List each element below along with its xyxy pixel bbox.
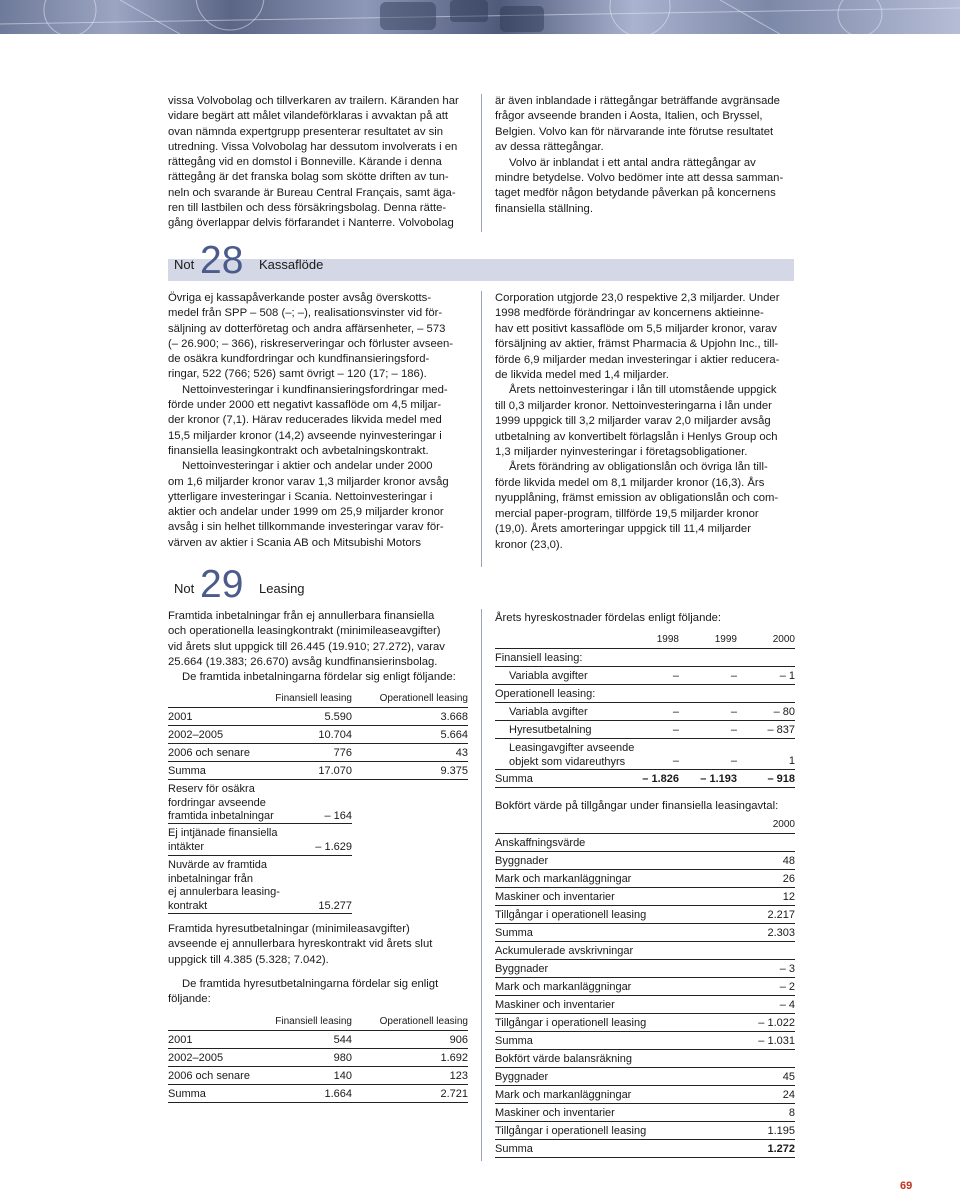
- text-line: rättegång är det franska bolag som skötte driften av tun-: [168, 171, 449, 184]
- row-label: [168, 859, 280, 913]
- label-line: Nuvärde av framtida: [168, 859, 268, 871]
- text-line: 1998 medförde förändringar av koncernens aktieinne-: [495, 307, 764, 320]
- table-row: [495, 852, 795, 870]
- text-line: utredning. Vissa Volvobolag har dessutom involverats i en: [168, 140, 458, 153]
- text-line: förde under 2000 ett negativt kassaflöde om 4,5 miljar-: [168, 399, 442, 412]
- note-28-left-column: [168, 291, 453, 551]
- cell-2000: 1: [788, 755, 795, 767]
- rental-costs-table: [495, 631, 795, 788]
- header-banner-image: [0, 0, 960, 34]
- row-label: Tillgångar i operationell leasing: [495, 909, 647, 921]
- note-29-heading: [168, 563, 468, 606]
- note-title: Kassaflöde: [259, 257, 324, 272]
- cell-value: 45: [782, 1071, 795, 1083]
- cell-value: 2.303: [767, 927, 795, 939]
- cell-operational: 906: [449, 1034, 468, 1046]
- table-row: [495, 1068, 795, 1086]
- text-line: (– 26.900; – 366), riskreserveringar och förluster avseen-: [168, 337, 454, 350]
- text-line: ren till lastbilen och dess försäkringsbolag. Denna rätte-: [168, 202, 447, 215]
- table-row: [495, 667, 795, 685]
- table-row: [495, 924, 795, 942]
- cell-operational: 43: [455, 747, 468, 759]
- cell-2000: – 837: [767, 724, 795, 736]
- rent-paragraph: [168, 922, 438, 1007]
- text-line: om 1,6 miljarder kronor varav 1,3 miljarder kronor avsåg: [168, 475, 449, 488]
- row-label: Summa: [168, 765, 206, 777]
- row-label: 2002–2005: [168, 729, 224, 741]
- table-row: [168, 1049, 468, 1067]
- table-row: [495, 888, 795, 906]
- cell-operational: 1.692: [440, 1052, 468, 1064]
- table-row: [495, 906, 795, 924]
- column-header: 2000: [772, 634, 795, 645]
- label-line: Reserv för osäkra: [168, 783, 255, 795]
- row-label: 2006 och senare: [168, 747, 250, 759]
- note-prefix: Not: [174, 257, 195, 272]
- row-label: Summa: [495, 773, 533, 785]
- text-line: Volvo är inblandat i ett antal andra rättegångar av: [509, 156, 756, 169]
- rental-costs-title: [495, 611, 721, 626]
- text-line: 25.664 (19.383; 26.670) avsåg kundfinansierinsbolag.: [168, 655, 438, 668]
- cell-financial: 544: [333, 1034, 352, 1046]
- table-row: [495, 739, 795, 770]
- column-header: Operationell leasing: [379, 693, 468, 704]
- row-label: Ackumulerade avskrivningar: [495, 945, 634, 957]
- table-row: [495, 1104, 795, 1122]
- cell-1998: –: [672, 706, 679, 718]
- table-row: [495, 1122, 795, 1140]
- table-row: [495, 960, 795, 978]
- table-row: [168, 780, 352, 824]
- table-row: [168, 726, 468, 744]
- cell-value: 12: [782, 891, 795, 903]
- cell-1998: –: [672, 724, 679, 736]
- text-line: kronor (23,0).: [495, 538, 563, 551]
- cell-1999: –: [730, 755, 737, 767]
- text-line: utbetalning av konvertibelt förlagslån i Henlys Group och: [495, 430, 778, 443]
- row-label: [509, 742, 634, 769]
- text-line: aktier och andelar under 1999 om 25,9 miljarder kronor: [168, 506, 444, 519]
- table-header-row: [168, 1013, 468, 1031]
- column-header: 2000: [772, 819, 795, 830]
- table-row: [495, 721, 795, 739]
- label-line: fordringar avseende: [168, 796, 266, 809]
- text-line: Framtida inbetalningar från ej annullerbara finansiella: [168, 610, 435, 622]
- row-label: 2001: [168, 1034, 193, 1046]
- text-line: 1,3 miljarder nyinvesteringar i företagsobligationer.: [495, 446, 748, 459]
- column-divider: [481, 291, 482, 567]
- banner-decoration: [0, 0, 960, 34]
- row-label: Variabla avgifter: [509, 670, 588, 682]
- table-row: [168, 1067, 468, 1085]
- cell-value: 8: [788, 1107, 795, 1119]
- table-row: [168, 856, 352, 914]
- table-row: [495, 649, 795, 667]
- cell-financial: – 164: [324, 810, 352, 822]
- cell-value: 24: [782, 1089, 795, 1101]
- row-label: 2001: [168, 711, 193, 723]
- text-line: Årets hyreskostnader fördelas enligt följande:: [495, 612, 722, 624]
- cell-operational: 3.668: [440, 711, 468, 723]
- text-line: vid årets slut uppgick till 26.445 (19.910; 27.272), varav: [168, 640, 445, 653]
- row-label: 2006 och senare: [168, 1070, 250, 1082]
- text-line: förde 6,9 miljarder medan investeringar i aktier reducera-: [495, 353, 780, 366]
- table-row: [495, 1050, 795, 1068]
- text-line: mercial paper-program, tillförde 19,5 miljarder kronor: [495, 507, 759, 520]
- text-line: vissa Volvobolag och tillverkaren av trailern. Käranden har: [168, 95, 459, 107]
- intro-left-column: [168, 94, 459, 232]
- cell-financial: 1.664: [324, 1088, 352, 1100]
- table-header-row: [495, 816, 795, 834]
- text-line: Övriga ej kassapåverkande poster avsåg överskotts-: [168, 292, 432, 304]
- cell-value: – 4: [779, 999, 795, 1011]
- text-line: der kronor (7,1). Härav reducerades likvida medel med: [168, 414, 442, 427]
- text-line: Bokfört värde på tillgångar under finansiella leasingavtal:: [495, 800, 779, 812]
- cell-operational: 9.375: [440, 765, 468, 777]
- row-label: Mark och markanläggningar: [495, 873, 632, 885]
- row-label: Operationell leasing:: [495, 688, 596, 700]
- column-divider: [481, 94, 482, 232]
- intro-right-column: [495, 94, 783, 217]
- table-row: [495, 996, 795, 1014]
- text-line: värven av aktier i Scania AB och Mitsubishi Motors: [168, 536, 422, 549]
- row-label: Maskiner och inventarier: [495, 1107, 615, 1119]
- label-line: intäkter: [168, 840, 205, 853]
- row-label: Tillgångar i operationell leasing: [495, 1125, 647, 1137]
- text-line: säljning av dotterföretag och andra affärsenheter, – 573: [168, 322, 446, 335]
- text-line: av dessa rättegångar.: [495, 141, 604, 154]
- text-line: avseende ej annullerbara hyreskontrakt vid årets slut: [168, 938, 433, 951]
- cell-value: – 1.031: [758, 1035, 795, 1047]
- cell-value: – 1.022: [758, 1017, 795, 1029]
- text-line: mindre betydelse. Volvo bedömer inte att dessa samman-: [495, 172, 784, 185]
- table-row: [495, 1032, 795, 1050]
- row-label: Hyresutbetalning: [509, 724, 592, 736]
- text-line: finansiella leasingkontrakt och avbetalningskontrakt.: [168, 444, 429, 457]
- receipts-table: [168, 690, 468, 914]
- cell-1999: –: [730, 724, 737, 736]
- row-label: Mark och markanläggningar: [495, 981, 632, 993]
- row-label: Variabla avgifter: [509, 706, 588, 718]
- label-line: inbetalningar från: [168, 872, 254, 885]
- column-header: 1999: [714, 634, 737, 645]
- cell-1999: –: [730, 670, 737, 682]
- table-row: [495, 1140, 795, 1158]
- cell-2000: – 1: [779, 670, 795, 682]
- row-label: Bokfört värde balansräkning: [495, 1053, 632, 1065]
- cell-value: 1.272: [767, 1143, 795, 1155]
- row-label: Maskiner och inventarier: [495, 999, 615, 1011]
- text-line: Corporation utgjorde 23,0 respektive 2,3 miljarder. Under: [495, 292, 780, 304]
- cell-financial: 980: [333, 1052, 352, 1064]
- text-line: taget medför någon betydande påverkan på koncernens: [495, 187, 776, 200]
- table-row: [168, 824, 352, 856]
- text-line: De framtida hyresutbetalningarna fördelar sig enligt: [182, 977, 439, 990]
- row-label: Summa: [168, 1088, 206, 1100]
- cell-value: 2.217: [767, 909, 795, 921]
- note-28-heading: [168, 239, 468, 282]
- note-number: 28: [200, 239, 244, 282]
- table-row: [495, 1014, 795, 1032]
- cell-2000: – 80: [773, 706, 795, 718]
- text-line: 15,5 miljarder kronor (14,2) avseende nyinvesteringar i: [168, 429, 442, 442]
- text-line: Belgien. Volvo kan för närvarande inte förutse resultatet: [495, 125, 774, 138]
- text-line: och operationella leasingkontrakt (minimileaseavgifter): [168, 625, 441, 638]
- cell-financial: 10.704: [318, 729, 352, 741]
- row-label: Byggnader: [495, 1071, 549, 1083]
- cell-operational: 2.721: [440, 1088, 468, 1100]
- text-line: Nettoinvesteringar i kundfinansieringsfordringar med-: [182, 383, 448, 396]
- row-label: Finansiell leasing:: [495, 652, 583, 664]
- cell-value: 48: [782, 855, 795, 867]
- text-line: medel från SPP – 508 (–; –), realisationsvinster vid för-: [168, 307, 443, 320]
- row-label: [168, 827, 277, 854]
- cell-financial: 5.590: [324, 711, 352, 723]
- cell-financial: – 1.629: [315, 841, 352, 853]
- text-line: vidare begärt att målet vilandeförklaras i avvaktan på att: [168, 110, 449, 123]
- cell-operational: 5.664: [440, 729, 468, 741]
- label-line: Ej intjänade finansiella: [168, 827, 278, 839]
- table-row: [495, 978, 795, 996]
- text-line: försäljning av aktier, främst Pharmacia & Upjohn Inc., till-: [495, 338, 779, 351]
- note-number: 29: [200, 563, 244, 606]
- column-divider: [481, 609, 482, 1161]
- text-line: uppgick till 4.385 (5.328; 7.042).: [168, 953, 329, 966]
- text-line: förde likvida medel om 8,1 miljarder kronor (16,3). Års: [495, 476, 765, 489]
- text-line: till 0,3 miljarder kronor. Nettoinvesteringarna i lån under: [495, 399, 772, 412]
- table-header-row: [168, 690, 468, 708]
- text-line: avsåg i sin helhet tillkommande investeringar varav för-: [168, 521, 444, 534]
- text-line: ringar, 522 (766; 526) samt övrigt – 120 (17; – 186).: [168, 368, 427, 381]
- text-line: De framtida inbetalningarna fördelar sig enligt följande:: [182, 671, 456, 684]
- text-line: är även inblandade i rättegångar beträffande avgränsade: [495, 95, 780, 107]
- table-row: [495, 834, 795, 852]
- cell-value: – 2: [779, 981, 795, 993]
- column-header: 1998: [656, 634, 679, 645]
- text-line: ovan nämnda expertgrupp presenterar resultatet av sin: [168, 125, 444, 138]
- cell-operational: 123: [449, 1070, 468, 1082]
- text-line: Årets förändring av obligationslån och övriga lån till-: [509, 461, 768, 474]
- row-label: Anskaffningsvärde: [495, 837, 586, 849]
- note-title: Leasing: [259, 581, 305, 596]
- table-row: [168, 708, 468, 726]
- column-header: Finansiell leasing: [275, 693, 352, 704]
- cell-value: – 3: [779, 963, 795, 975]
- label-line: Leasingavgifter avseende: [509, 742, 635, 754]
- cell-1999: –: [730, 706, 737, 718]
- row-label: Summa: [495, 1143, 533, 1155]
- table-row: [168, 1085, 468, 1103]
- text-line: de osäkra kundfordringar och kundfinansieringsford-: [168, 353, 430, 366]
- row-label: Summa: [495, 927, 533, 939]
- label-line: kontrakt: [168, 899, 208, 912]
- note-prefix: Not: [174, 581, 195, 596]
- note-28-right-column: [495, 291, 779, 553]
- cell-1999: – 1.193: [700, 773, 737, 785]
- row-label: Byggnader: [495, 963, 549, 975]
- cell-financial: 17.070: [318, 765, 352, 777]
- cell-1998: –: [672, 670, 679, 682]
- cell-2000: – 918: [767, 773, 795, 785]
- note-29-intro: [168, 609, 456, 685]
- table-row: [495, 770, 795, 788]
- cell-financial: 776: [333, 747, 352, 759]
- row-label: Mark och markanläggningar: [495, 1089, 632, 1101]
- text-line: följande:: [168, 993, 211, 1006]
- label-line: ej annulerbara leasing-: [168, 886, 280, 898]
- page-number: 69: [900, 1180, 913, 1192]
- cell-financial: 140: [333, 1070, 352, 1082]
- text-line: 1999 uppgick till 3,2 miljarder varav 2,0 miljarder avsåg: [495, 415, 771, 428]
- rent-payments-table: [168, 1013, 468, 1103]
- label-line: objekt som vidareuthyrs: [509, 755, 626, 768]
- table-row: [168, 744, 468, 762]
- row-label: Summa: [495, 1035, 533, 1047]
- text-line: rättegång vid en domstol i Bonneville. Kärande i denna: [168, 156, 442, 169]
- column-header: Finansiell leasing: [275, 1016, 352, 1027]
- row-label: Tillgångar i operationell leasing: [495, 1017, 647, 1029]
- text-line: de likvida medel med 1,4 miljarder.: [495, 369, 669, 382]
- cell-financial: 15.277: [318, 900, 352, 912]
- text-line: hav ett positivt kassaflöde om 5,5 miljarder kronor, varav: [495, 322, 777, 335]
- book-value-title: [495, 799, 778, 814]
- row-label: Maskiner och inventarier: [495, 891, 615, 903]
- cell-value: 26: [782, 873, 795, 885]
- label-line: framtida inbetalningar: [168, 810, 274, 822]
- cell-value: 1.195: [767, 1125, 795, 1137]
- text-line: frågor avseende branden i Aosta, Italien, och Bryssel,: [495, 110, 763, 123]
- table-row: [495, 870, 795, 888]
- text-line: gång överlappar delvis förfarandet i Nanterre. Volvobolag: [168, 217, 454, 230]
- row-label: 2002–2005: [168, 1052, 224, 1064]
- table-row: [495, 685, 795, 703]
- table-row: [168, 1031, 468, 1049]
- text-line: neln och svarande är Bureau Central Français, samt äga-: [168, 186, 456, 199]
- row-label: Byggnader: [495, 855, 549, 867]
- text-line: (19,0). Årets amorteringar uppgick till 11,4 miljarder: [495, 523, 751, 536]
- text-line: finansiella ställning.: [495, 202, 593, 215]
- column-header: Operationell leasing: [379, 1016, 468, 1027]
- table-row: [495, 703, 795, 721]
- table-row: [495, 1086, 795, 1104]
- cell-1998: –: [672, 755, 679, 767]
- table-header-row: [495, 631, 795, 649]
- text-line: ytterligare investeringar i Scania. Nettoinvesteringar i: [168, 490, 433, 503]
- text-line: Årets nettoinvesteringar i lån till utomstående uppgick: [509, 384, 777, 397]
- book-value-table: [495, 816, 795, 1158]
- table-row: [168, 762, 468, 780]
- table-row: [495, 942, 795, 960]
- text-line: Nettoinvesteringar i aktier och andelar under 2000: [182, 460, 433, 473]
- text-line: nyupplåning, främst emission av obligationslån och com-: [495, 492, 779, 505]
- row-label: [168, 783, 274, 824]
- cell-1998: – 1.826: [642, 773, 679, 785]
- text-line: Framtida hyresutbetalningar (minimileasavgifter): [168, 923, 410, 935]
